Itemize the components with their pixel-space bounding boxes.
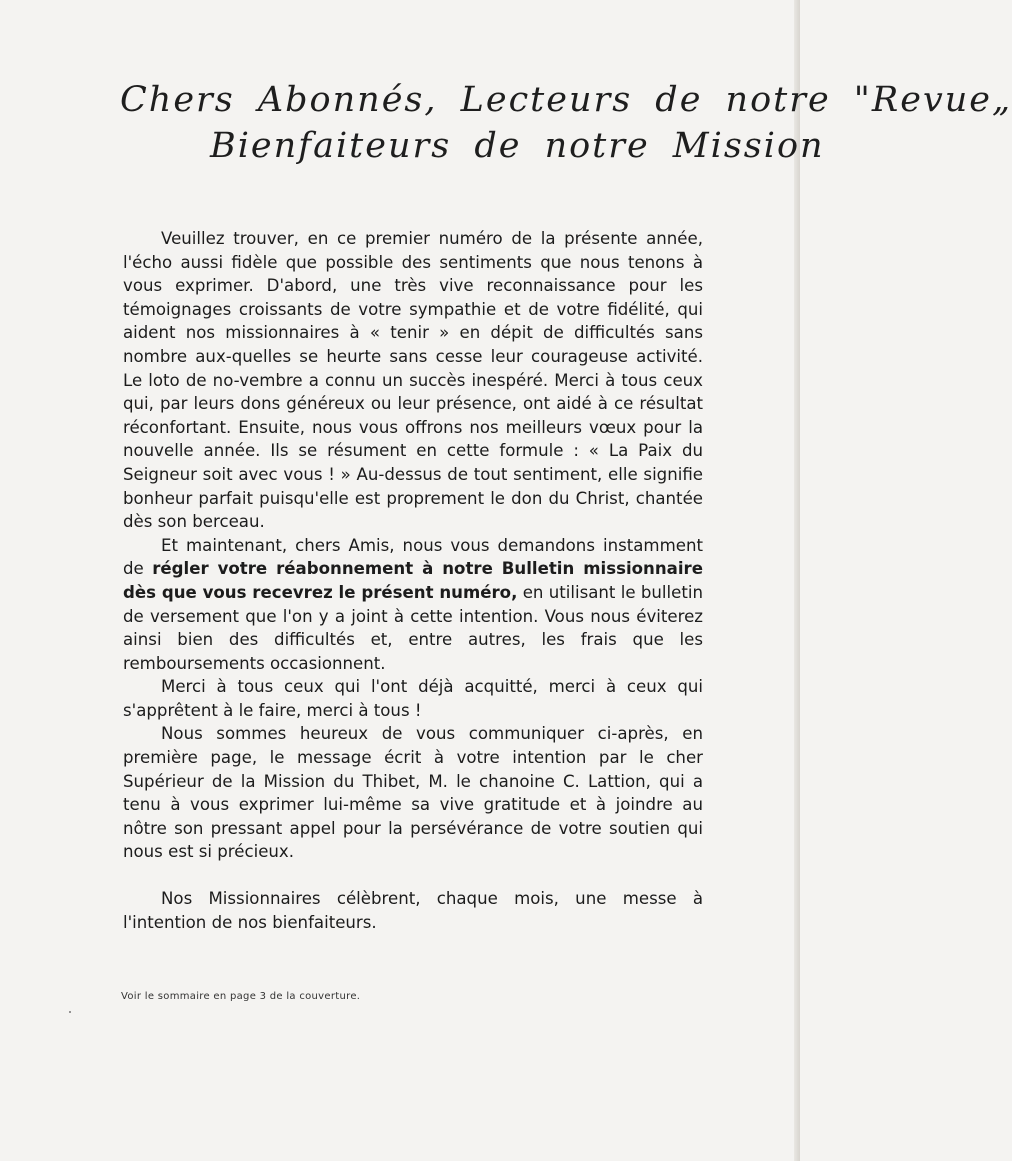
paragraph-2-intro: Et maintenant, chers Amis, nous vous demandons instamment de (123, 535, 703, 579)
heading-line-2: Bienfaiteurs de notre Mission (210, 126, 825, 166)
letter-paragraph-3: Merci à tous ceux qui l'ont déjà acquitté, merci à ceux qui s'apprêtent à le faire, merci à tous ! (123, 677, 703, 720)
letter-paragraph-5: Nos Missionnaires célèbrent, chaque mois, une messe à l'intention de nos bienfaiteurs. (123, 889, 703, 932)
page-heading (0, 78, 1012, 168)
letter-paragraph-4: Nous sommes heureux de vous communiquer ci-après, en première page, le message écrit à votre intention par le cher Supérieur de la Mission du Thibet, M. le chanoine C. Lattion, qui a tenu à vous exprimer lui-même sa vive gratitude et à joindre au nôtre son pressant appel pour la persévérance de votre soutien qui nous est si précieux. (123, 724, 703, 862)
heading-line-1: Chers Abonnés, Lecteurs de notre "Revue„ (120, 80, 1012, 120)
renewal-request-emphasis: régler votre réabonnement à notre Bulletin missionnaire dès que vous recevrez le présent numéro, (123, 559, 703, 602)
letter-paragraph-1: Veuillez trouver, en ce premier numéro de la présente année, l'écho aussi fidèle que possible des sentiments que nous tenons à vous exprimer. D'abord, une très vive reconnaissance pour les témoignages croissants de votre sympathie et de votre fidélité, qui aident nos missionnaires à « tenir » en dépit de difficultés sans nombre aux-quelles se heurte sans cesse leur courageuse activité. Le loto de no-vembre a connu un succès inespéré. Merci à tous ceux qui, par leurs dons généreux ou leur présence, ont aidé à ce résultat réconfortant. Ensuite, nous vous offrons nos meilleurs vœux pour la nouvelle année. Ils se résument en cette formule : « La Paix du Seigneur soit avec vous ! » Au-dessus de tout sentiment, elle signifie bonheur parfait puisqu'elle est proprement le don du Christ, chantée dès son berceau. (123, 229, 703, 532)
paper-speck (69, 1011, 71, 1013)
paragraph-2-rest: en utilisant le bulletin de versement que l'on y a joint à cette intention. Vous nous éviterez ainsi bien des difficultés et, entre autres, les frais que les remboursements occasionnent. (123, 582, 703, 673)
letter-body (123, 227, 703, 934)
letter-paragraph-2 (123, 534, 703, 676)
page-edge-shadow (794, 0, 800, 1161)
table-of-contents-note: Voir le sommaire en page 3 de la couverture. (121, 991, 361, 1002)
